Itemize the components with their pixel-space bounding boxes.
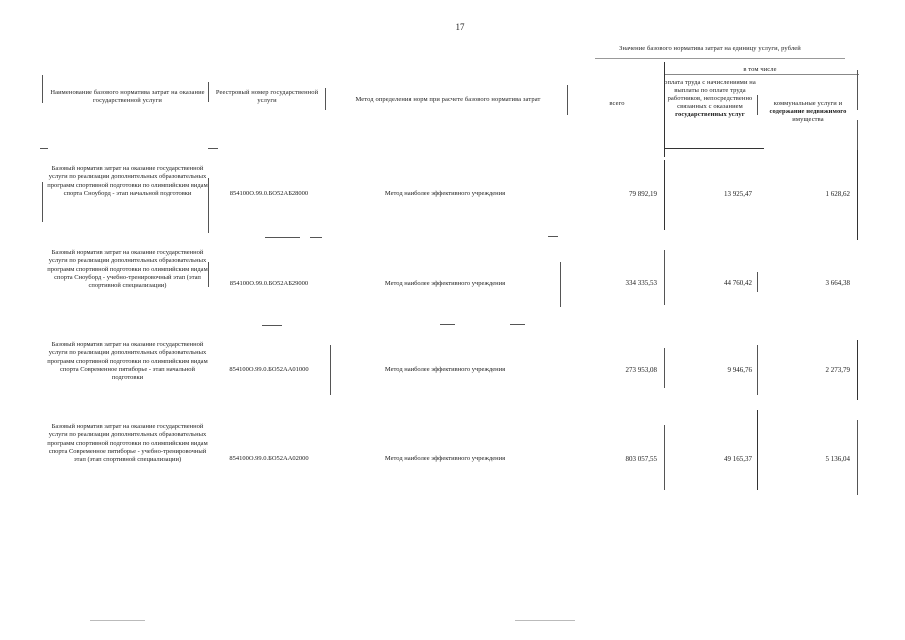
row-4-vline-c xyxy=(857,420,858,495)
header-vline-f xyxy=(857,70,858,110)
row-3-vline-b xyxy=(664,348,665,388)
header-col-utilities-tail: имущества xyxy=(792,116,824,123)
row-2-vline-d xyxy=(757,272,758,292)
row-2-rule-bottom-b xyxy=(440,324,455,325)
row-2-salary: 44 760,42 xyxy=(724,279,752,287)
page-bottom-rule xyxy=(90,620,145,621)
header-vline-d xyxy=(664,62,665,157)
row-2-method: Метод наиболее эффективного учреждения xyxy=(384,280,506,287)
row-4-code: 854100О.99.0.БО52АА02000 xyxy=(229,455,309,462)
row-2-name: Базовый норматив затрат на оказание государственной услуги по реализации дополнительных образовательных программ спортивной подготовки по олимпийским видам спорта Сноуборд - учебно-тренировочный этап (этап спортивной специализации) xyxy=(47,249,208,290)
row-4-salary: 49 165,37 xyxy=(724,455,752,463)
header-vline-e xyxy=(757,95,758,115)
row-4-name: Базовый норматив затрат на оказание государственной услуги по реализации дополнительных образовательных программ спортивной подготовки по олимпийским видам спорта Современное пятиборье - учебно-тренировочный этап (этап спортивной специализации) xyxy=(47,423,208,464)
row-1-vline-c xyxy=(857,150,858,240)
row-2-rule-bottom xyxy=(262,325,282,326)
row-3-vline-d xyxy=(857,340,858,400)
row-1-method: Метод наиболее эффективного учреждения xyxy=(384,190,506,197)
header-col-utilities-bold: содержание недвижимого xyxy=(769,108,847,115)
header-vline-a xyxy=(208,82,209,102)
row-1-rule-bottom xyxy=(265,237,300,238)
row-1-utilities: 1 628,62 xyxy=(825,190,850,198)
header-group-title: Значение базового норматива затрат на единицу услуги, рублей xyxy=(619,45,801,52)
row-3-name: Базовый норматив затрат на оказание государственной услуги по реализации дополнительных образовательных программ спортивной подготовки по олимпийским видам спорта Современное пятиборье - этап начальной подготовки xyxy=(47,341,208,382)
row-1-code: 854100О.99.0.БО52АБ28000 xyxy=(229,190,309,197)
row-4-total: 803 057,55 xyxy=(625,455,657,463)
row-4-method: Метод наиболее эффективного учреждения xyxy=(384,455,506,462)
row-4-vline-b xyxy=(757,410,758,490)
header-rule-bottom xyxy=(664,148,764,149)
row-2-code: 854100О.99.0.БО52АБ29000 xyxy=(229,280,309,287)
row-1-vline-left xyxy=(42,182,43,222)
row-1-rule-bottom-c xyxy=(548,236,558,237)
page-number: 17 xyxy=(455,22,465,32)
row-1-salary: 13 925,47 xyxy=(724,190,752,198)
header-vline-g xyxy=(857,120,858,150)
row-1-rule-bottom-b xyxy=(310,237,322,238)
row-1-total: 79 892,19 xyxy=(629,190,657,198)
header-col-utilities xyxy=(758,100,858,124)
header-col-salary-text: оплата труда с начислениями на выплаты по оплате труда работников, непосредственно связанных с оказанием xyxy=(664,79,756,110)
header-col-name: Наименование базового норматива затрат на оказание государственной услуги xyxy=(50,89,205,104)
header-col-method: Метод определения норм при расчете базового норматива затрат xyxy=(355,96,541,103)
row-2-vline-a xyxy=(208,262,209,287)
header-rule-left xyxy=(40,148,48,149)
row-1-vline-a xyxy=(208,178,209,233)
header-vline-b xyxy=(325,88,326,110)
row-3-total: 273 953,08 xyxy=(625,366,657,374)
page-bottom-rule-b xyxy=(515,620,575,621)
row-2-rule-bottom-c xyxy=(510,324,525,325)
row-2-utilities: 3 664,38 xyxy=(825,279,850,287)
row-3-method: Метод наиболее эффективного учреждения xyxy=(384,366,506,373)
row-4-vline-a xyxy=(664,425,665,490)
header-col-utilities-text: коммунальные услуги и xyxy=(773,100,843,107)
header-vline-left xyxy=(42,75,43,103)
header-col-code: Реестровый номер государственной услуги xyxy=(215,89,319,104)
row-1-name: Базовый норматив затрат на оказание государственной услуги по реализации дополнительных образовательных программ спортивной подготовки по олимпийским видам спорта Сноуборд - этап начальной подготовки xyxy=(47,165,208,197)
row-3-utilities: 2 273,79 xyxy=(825,366,850,374)
header-rule-top xyxy=(595,58,845,59)
row-3-code: 854100О.99.0.БО52АА01000 xyxy=(229,366,309,373)
row-3-vline-a xyxy=(330,345,331,395)
row-3-salary: 9 946,76 xyxy=(727,366,752,374)
header-rule-sub xyxy=(664,74,859,75)
header-col-salary xyxy=(664,79,756,119)
header-col-salary-bold: государственных услуг xyxy=(675,111,745,118)
header-rule-mid xyxy=(208,148,218,149)
header-subgroup-title: в том числе xyxy=(743,66,777,73)
row-4-utilities: 5 136,04 xyxy=(825,455,850,463)
row-1-vline-b xyxy=(664,160,665,230)
row-2-vline-b xyxy=(560,262,561,307)
row-3-vline-c xyxy=(757,345,758,395)
row-2-total: 334 335,53 xyxy=(625,279,657,287)
header-vline-c xyxy=(567,85,568,115)
header-col-total: всего xyxy=(609,100,625,107)
row-2-vline-c xyxy=(664,250,665,305)
